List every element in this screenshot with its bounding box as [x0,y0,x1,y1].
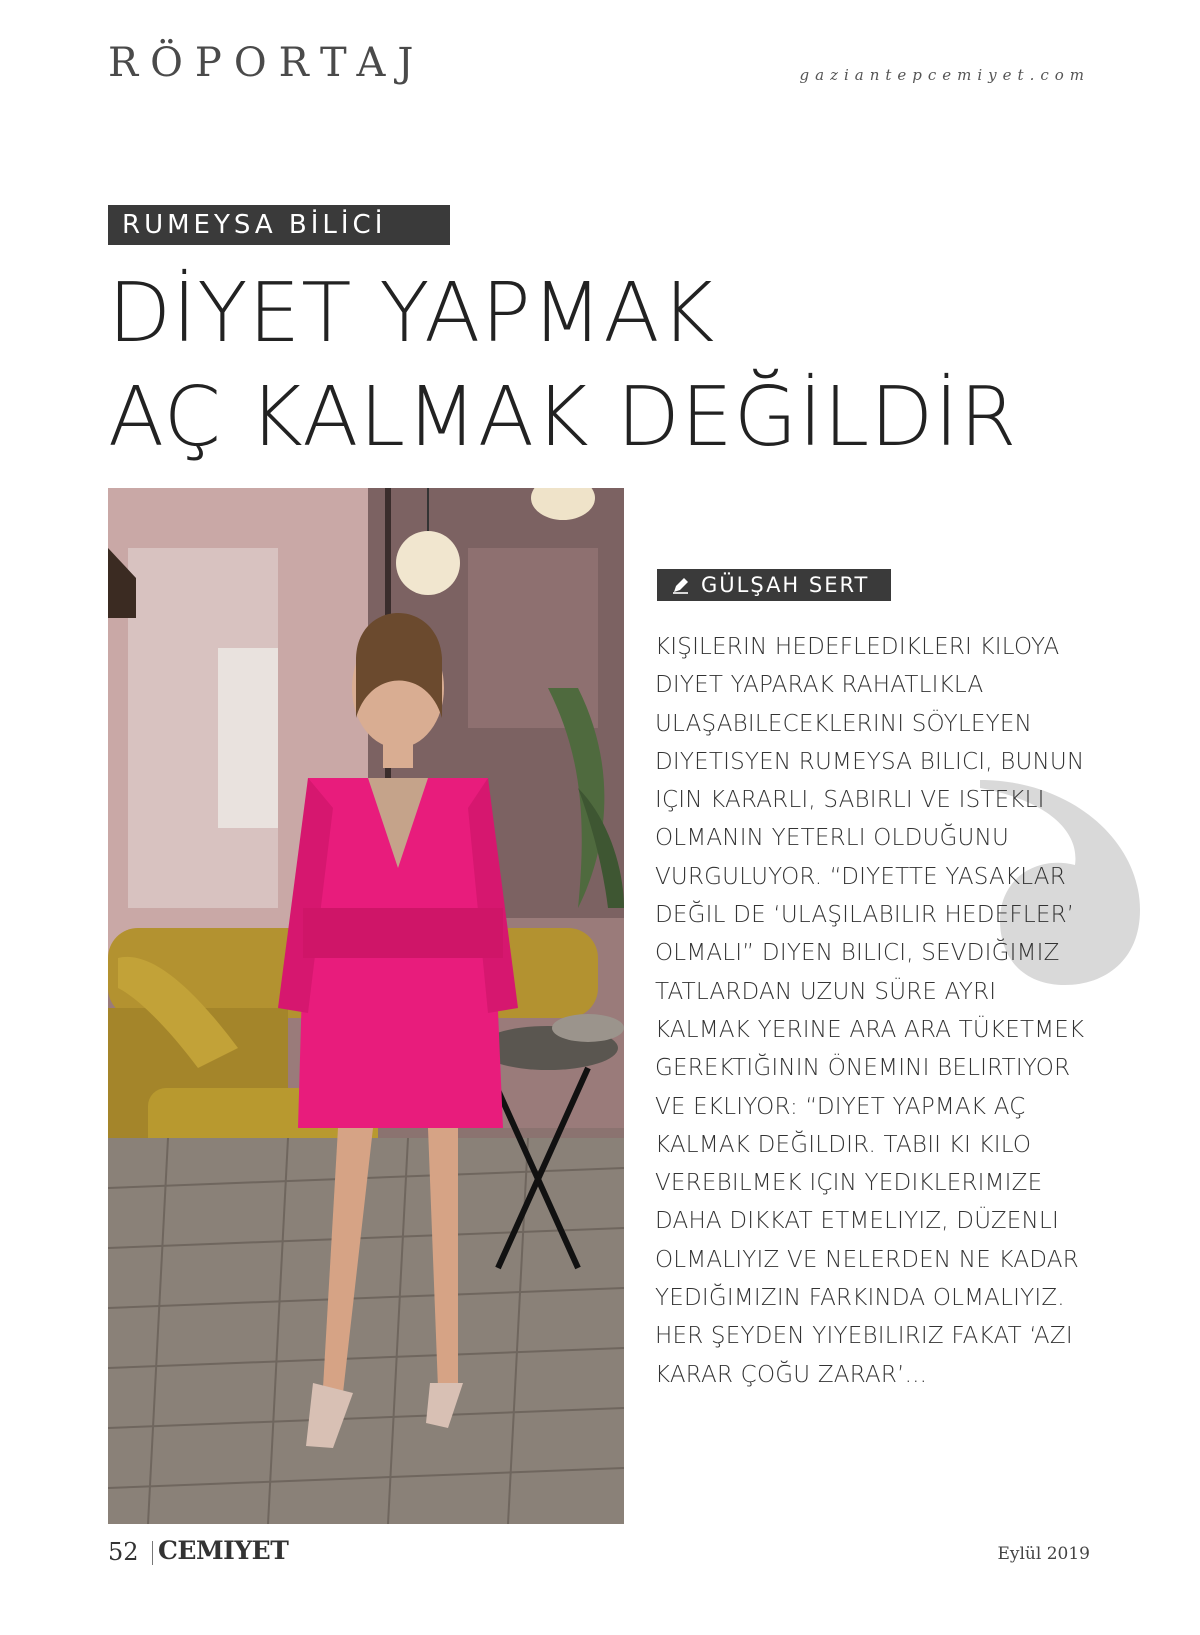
issue-date: Eylül 2019 [997,1544,1090,1564]
photo-illustration [108,488,624,1524]
article-lead: KIŞILERIN HEDEFLEDIKLERI KILOYA DIYET YAPARAK RAHATLIKLA ULAŞABILECEKLERINI SÖYLEYEN DIYETISYEN RUMEYSA BILICI, BUNUN IÇIN KARARLI, SABIRLI VE ISTEKLI OLMANIN YETERLI OLDUĞUNU VURGULUYOR. “DIYETTE YASAKLAR DEĞIL DE ‘ULAŞILABILIR HEDEFLER’ OLMALI” DIYEN BILICI, SEVDIĞIMIZ TATLARDAN UZUN SÜRE AYRI KALMAK YERINE ARA ARA TÜKETMEK GEREKTIĞININ ÖNEMINI BELIRTIYOR VE EKLIYOR: “DIYET YAPMAK AÇ KALMAK DEĞILDIR. TABII KI KILO VEREBILMEK IÇIN YEDIKLERIMIZE DAHA DIKKAT ETMELIYIZ, DÜZENLI OLMALIYIZ VE NELERDEN NE KADAR YEDIĞIMIZIN FARKINDA OLMALIYIZ. HER ŞEYDEN YIYEBILIRIZ FAKAT ‘AZI KARAR ÇOĞU ZARAR’... [655,634,1085,1388]
interviewee-name-tag: RUMEYSA BİLİCİ [108,205,450,245]
interview-photo [108,488,624,1524]
author-name: GÜLŞAH SERT [701,573,870,597]
page-number: 52 [108,1538,139,1566]
author-tag [657,569,891,601]
footer-divider [152,1541,153,1565]
headline-line-1: DİYET YAPMAK [108,266,716,361]
magazine-name: CEMIYET [158,1536,289,1565]
headline [108,262,1017,470]
section-label: RÖPORTAJ [108,40,426,86]
pen-icon [671,575,691,595]
site-url: gaziantepcemiyet.com [799,66,1090,84]
headline-line-2: AÇ KALMAK DEĞİLDİR [108,370,1018,465]
